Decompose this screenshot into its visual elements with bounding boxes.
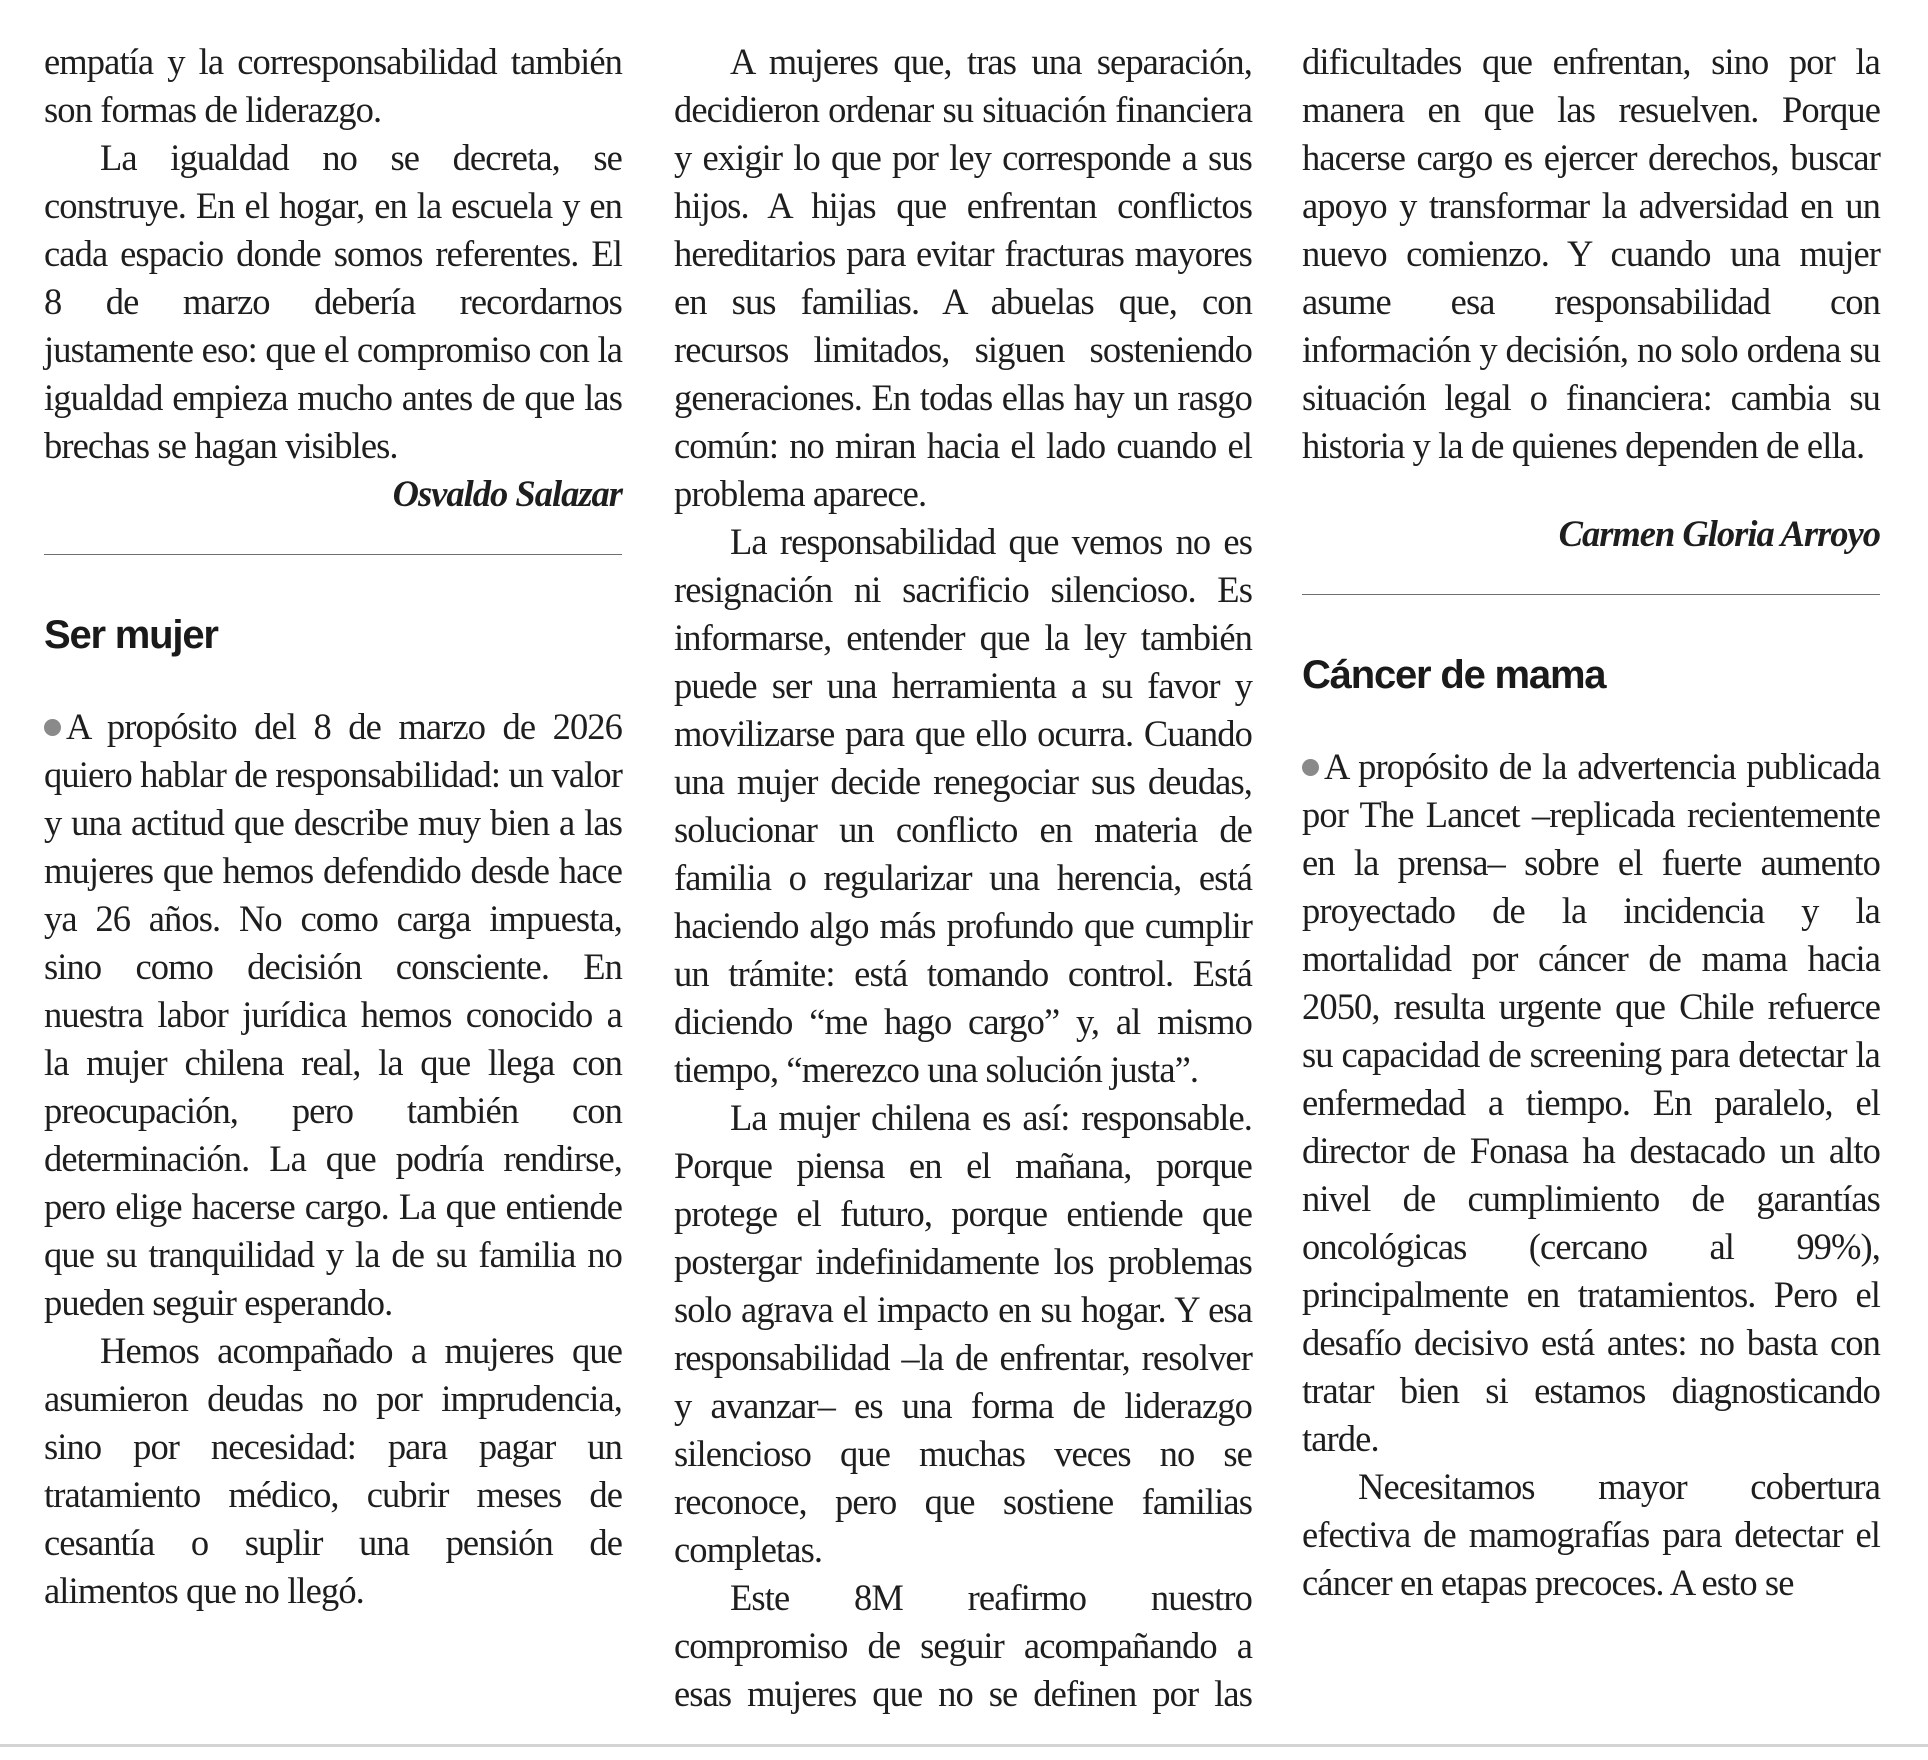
bullet-icon	[44, 719, 61, 736]
body-paragraph: La igualdad no se decreta, se construye. En el hogar, en la escuela y en cada espacio donde somos referentes. El 8 de marzo debería recordarnos justamente eso: que el compromiso con la igualdad empieza mucho antes de que las brechas se hagan visibles.	[44, 137, 622, 466]
lead-paragraph-text: A propósito del 8 de marzo de 2026 quiero hablar de responsabilidad: un valor y una actitud que describe muy bien a las mujeres que hemos defendido desde hace ya 26 años. No como carga impuesta, sino como decisión consciente. En nuestra labor jurídica hemos conocido a la mujer chilena real, la que llega con preocupación, pero también con determinación. La que podría rendirse, pero elige hacerse cargo. La que entiende que su tranquilidad y la de su familia no pueden seguir esperando.	[44, 706, 622, 1323]
author-signature: Carmen Gloria Arroyo	[1558, 513, 1880, 554]
body-paragraph: Este 8M reafirmo nuestro compromiso de seguir acompañando a esas mujeres que no se definen por las	[674, 1577, 1252, 1714]
lead-paragraph	[44, 703, 622, 1327]
body-paragraph-continued: dificultades que enfrentan, sino por la manera en que las resuelven. Porque hacerse cargo es ejercer derechos, buscar apoyo y transformar la adversidad en un nuevo comienzo. Y cuando una mujer asume esa responsabilidad con información y decisión, no solo ordena su situación legal o financiera: cambia su historia y la de quienes dependen de ella.	[1302, 41, 1880, 466]
section-divider	[1302, 594, 1880, 595]
column-2	[674, 38, 1252, 1718]
bullet-icon	[1302, 759, 1319, 776]
body-paragraph: empatía y la corresponsabilidad también son formas de liderazgo.	[44, 41, 622, 130]
body-paragraph: Necesitamos mayor cobertura efectiva de mamografías para detectar el cáncer en etapas precoces. A esto se	[1302, 1466, 1880, 1603]
body-paragraph: La responsabilidad que vemos no es resignación ni sacrificio silencioso. Es informarse, entender que la ley también puede ser una herramienta a su favor y movilizarse para que ello ocurra. Cuando una mujer decide renegociar sus deudas, solucionar un conflicto en materia de familia o regularizar una herencia, está haciendo algo más profundo que cumplir un trámite: está tomando control. Está diciendo “me hago cargo” y, al mismo tiempo, “merezco una solución justa”.	[674, 521, 1252, 1090]
body-paragraph: Hemos acompañado a mujeres que asumieron deudas no por imprudencia, sino por necesidad: para pagar un tratamiento médico, cubrir meses de cesantía o suplir una pensión de alimentos que no llegó.	[44, 1330, 622, 1611]
article-headline: Cáncer de mama	[1302, 653, 1606, 697]
lead-paragraph-text: A propósito de la advertencia publicada por The Lancet –replicada recientemente en la prensa– sobre el fuerte aumento proyectado de la incidencia y la mortalidad por cáncer de mama hacia 2050, resulta urgente que Chile refuerce su capacidad de screening para detectar la enfermedad a tiempo. En paralelo, el director de Fonasa ha destacado un alto nivel de cumplimiento de garantías oncológicas (cercano al 99%), principalmente en tratamientos. Pero el desafío decisivo está antes: no basta con tratar bien si estamos diagnosticando tarde.	[1302, 746, 1880, 1459]
column-3	[1302, 38, 1880, 1607]
body-paragraph: La mujer chilena es así: responsable. Porque piensa en el mañana, porque protege el futuro, porque entiende que postergar indefinidamente los problemas solo agrava el impacto en su hogar. Y esa responsabilidad –la de enfrentar, resolver y avanzar– es una forma de liderazgo silencioso que muchas veces no se reconoce, pero que sostiene familias completas.	[674, 1097, 1252, 1570]
section-divider	[44, 554, 622, 555]
author-signature: Osvaldo Salazar	[392, 473, 622, 514]
article-headline: Ser mujer	[44, 613, 218, 657]
lead-paragraph	[1302, 743, 1880, 1463]
body-paragraph: A mujeres que, tras una separación, decidieron ordenar su situación financiera y exigir lo que por ley corresponde a sus hijos. A hijas que enfrentan conflictos hereditarios para evitar fracturas mayores en sus familias. A abuelas que, con recursos limitados, siguen sosteniendo generaciones. En todas ellas hay un rasgo común: no miran hacia el lado cuando el problema aparece.	[674, 41, 1252, 514]
column-1	[44, 38, 622, 1615]
page-bottom-border	[0, 1744, 1928, 1747]
